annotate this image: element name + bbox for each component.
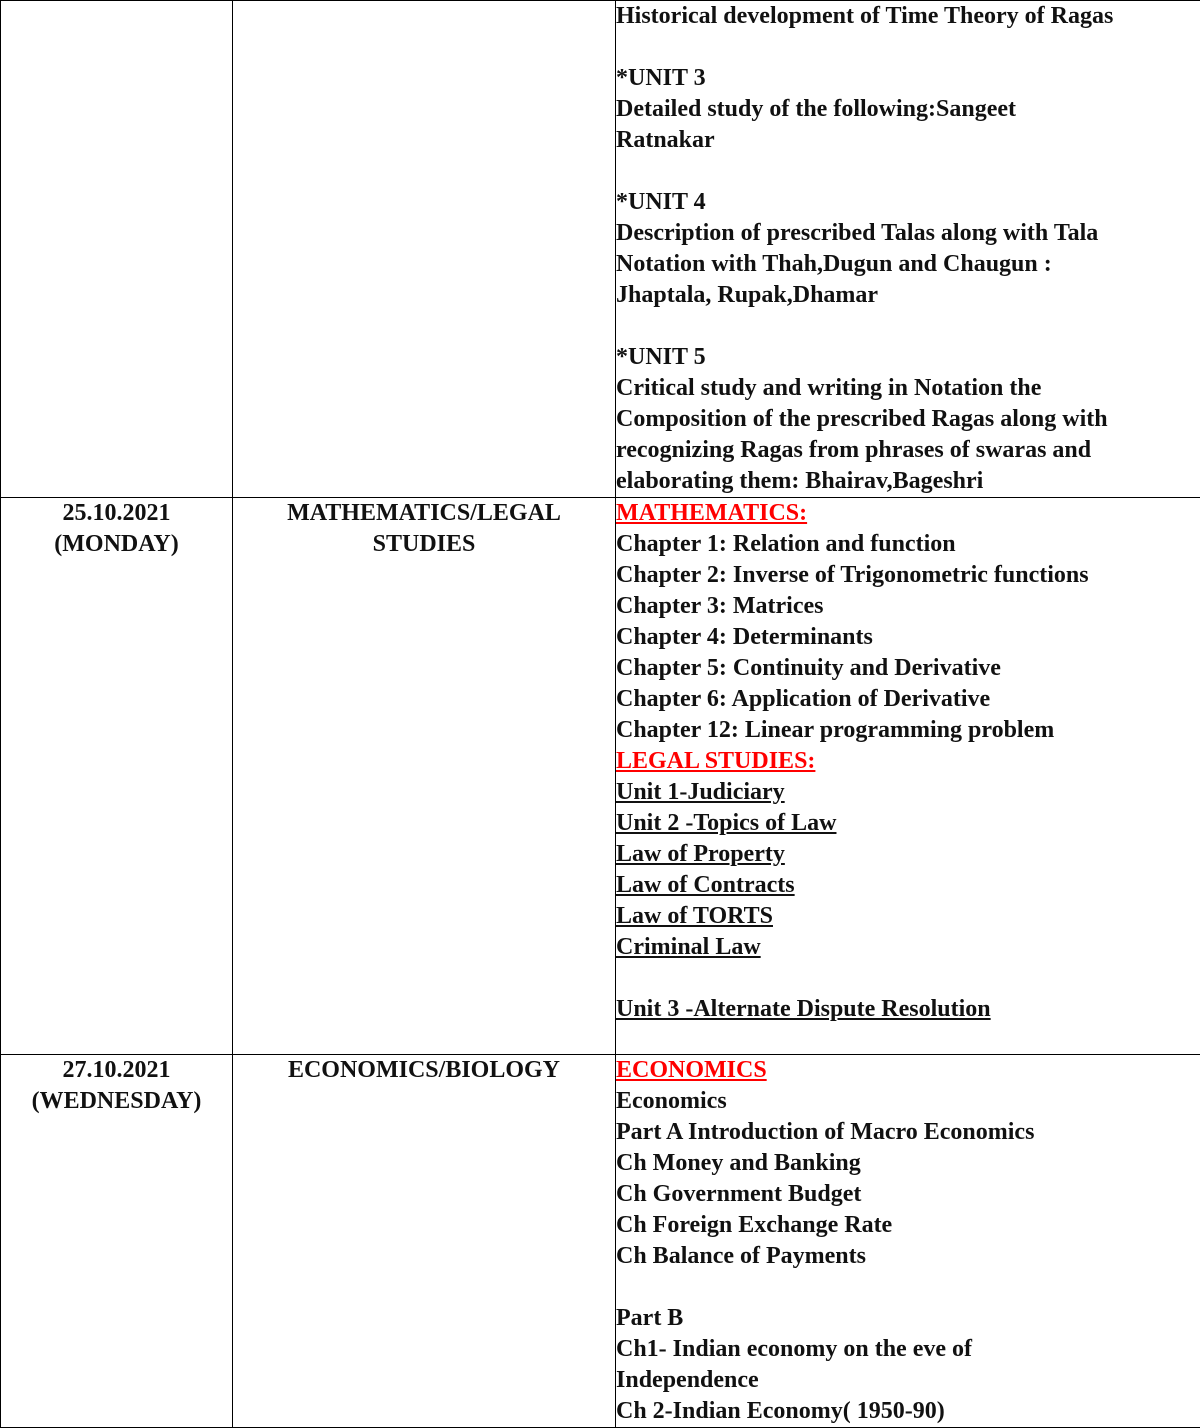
section-heading-mathematics: MATHEMATICS: [616,498,1200,529]
date-cell [1,1,233,498]
blank-line [616,963,1200,994]
syllabus-line: Jhaptala, Rupak,Dhamar [616,280,1200,311]
chapter-item: Ch 2-Indian Economy( 1950-90) [616,1396,1200,1427]
syllabus-line: Critical study and writing in Notation the [616,373,1200,404]
chapter-item: Chapter 5: Continuity and Derivative [616,653,1200,684]
date-cell [1,1055,233,1428]
section-heading-legal-studies: LEGAL STUDIES: [616,746,1200,777]
unit-heading: *UNIT 5 [616,342,1200,373]
exam-date: 27.10.2021 [1,1055,232,1086]
section-heading-economics: ECONOMICS [616,1055,1200,1086]
chapter-item: Ch Government Budget [616,1179,1200,1210]
unit-item: Unit 2 -Topics of Law [616,810,836,836]
chapter-item: Chapter 6: Application of Derivative [616,684,1200,715]
syllabus-line: Ratnakar [616,125,1200,156]
unit-item: Law of Contracts [616,872,795,898]
subject-cell [233,1055,616,1428]
unit-item: Criminal Law [616,934,761,960]
syllabus-line: Description of prescribed Talas along with Tala [616,218,1200,249]
chapter-item: Independence [616,1365,1200,1396]
chapter-item: Ch1- Indian economy on the eve of [616,1334,1200,1365]
chapter-item: Economics [616,1086,1200,1117]
exam-date: 25.10.2021 [1,498,232,529]
chapter-item: Chapter 12: Linear programming problem [616,715,1200,746]
chapter-item: Chapter 3: Matrices [616,591,1200,622]
subject-cell [233,1,616,498]
chapter-item: Ch Balance of Payments [616,1241,1200,1272]
syllabus-cell [616,1055,1200,1428]
syllabus-line: recognizing Ragas from phrases of swaras and [616,435,1200,466]
subject-name: MATHEMATICS/LEGAL [233,498,615,529]
table-row [1,1,1200,498]
blank-line [616,32,1200,63]
syllabus-line: Historical development of Time Theory of Ragas [616,1,1200,32]
blank-line [616,156,1200,187]
unit-item: Unit 3 -Alternate Dispute Resolution [616,996,991,1022]
date-cell [1,498,233,1055]
chapter-item: Ch Money and Banking [616,1148,1200,1179]
table-row [1,1055,1200,1428]
unit-item: Law of TORTS [616,903,773,929]
exam-day: (WEDNESDAY) [1,1086,232,1117]
syllabus-line: elaborating them: Bhairav,Bageshri [616,466,1200,497]
chapter-item: Ch Foreign Exchange Rate [616,1210,1200,1241]
chapter-item: Chapter 1: Relation and function [616,529,1200,560]
chapter-item: Part A Introduction of Macro Economics [616,1117,1200,1148]
chapter-item: Chapter 4: Determinants [616,622,1200,653]
subject-name: STUDIES [233,529,615,560]
unit-heading: *UNIT 3 [616,63,1200,94]
exam-day: (MONDAY) [1,529,232,560]
blank-line [616,1272,1200,1303]
unit-item: Unit 1-Judiciary [616,779,785,805]
syllabus-line: Composition of the prescribed Ragas along with [616,404,1200,435]
table-row [1,498,1200,1055]
blank-line [616,311,1200,342]
part-heading: Part B [616,1303,1200,1334]
subject-cell [233,498,616,1055]
unit-heading: *UNIT 4 [616,187,1200,218]
syllabus-cell [616,498,1200,1055]
subject-name: ECONOMICS/BIOLOGY [233,1055,615,1086]
unit-item: Law of Property [616,841,785,867]
chapter-item: Chapter 2: Inverse of Trigonometric functions [616,560,1200,591]
syllabus-line: Detailed study of the following:Sangeet [616,94,1200,125]
syllabus-line: Notation with Thah,Dugun and Chaugun : [616,249,1200,280]
syllabus-cell [616,1,1200,498]
